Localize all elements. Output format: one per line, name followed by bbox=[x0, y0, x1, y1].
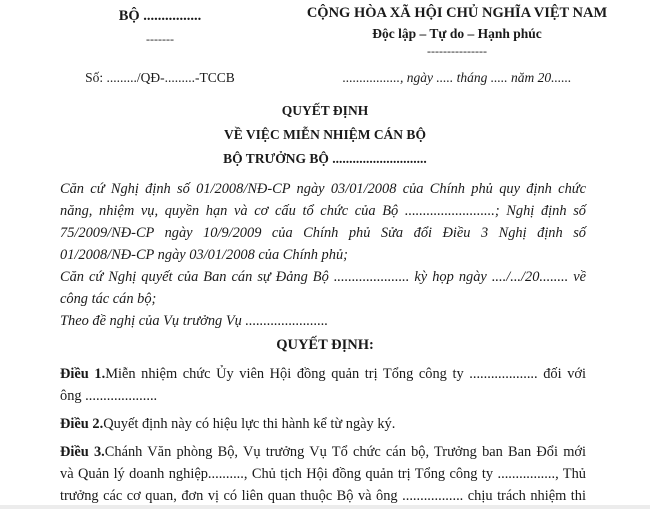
article-text: Chánh Văn phòng Bộ, Vụ trưởng Vụ Tổ chức cán bộ, Trưởng ban Ban Đổi mới bbox=[104, 444, 586, 460]
articles bbox=[60, 363, 586, 507]
ministry-name: BỘ ................ bbox=[118, 8, 202, 24]
article-text: Quyết định này có hiệu lực thi hành kể từ ngày ký. bbox=[103, 416, 396, 432]
preamble-line: Căn cứ Nghị quyết của Ban cán sự Đảng Bộ ..................... kỳ họp ngày ..../.../20........ về bbox=[60, 269, 586, 285]
article-text: Miễn nhiệm chức Ủy viên Hội đồng quản trị Tổng công ty ................... đối với bbox=[105, 366, 586, 382]
place-date: ................., ngày ..... tháng ..... năm 20...... bbox=[342, 70, 572, 85]
issuer-title: BỘ TRƯỞNG BỘ ............................ bbox=[223, 151, 427, 166]
article-3-continued: trưởng các cơ quan, đơn vị có liên quan thuộc Bộ và ông ................. chịu trách nhiệm thi bbox=[60, 488, 586, 504]
ministry-separator: ------- bbox=[146, 32, 174, 46]
preamble bbox=[60, 178, 586, 332]
nation-title: CỘNG HÒA XÃ HỘI CHỦ NGHĨA VIỆT NAM bbox=[306, 5, 608, 21]
preamble-line: 75/2009/NĐ-CP ngày 10/9/2009 của Chính phủ Sửa đổi Điều 3 Nghị định số bbox=[60, 225, 586, 241]
article-2 bbox=[60, 413, 586, 435]
article-label: Điều 3. bbox=[60, 444, 105, 460]
article-1-continued: ông .................... bbox=[60, 388, 158, 404]
article-3-continued: và Quản lý doanh nghiệp.........., Chủ tịch Hội đồng quản trị Tổng công ty ................, Thủ bbox=[60, 466, 586, 482]
preamble-line: năng, nhiệm vụ, quyền hạn và cơ cấu tổ chức của Bộ .........................; Nghị định số bbox=[60, 203, 586, 219]
national-motto: Độc lập – Tự do – Hạnh phúc bbox=[372, 26, 542, 41]
decision-heading: QUYẾT ĐỊNH: bbox=[276, 337, 374, 353]
preamble-line: Căn cứ Nghị định số 01/2008/NĐ-CP ngày 03/01/2008 của Chính phủ quy định chức bbox=[60, 181, 586, 197]
preamble-line: Theo đề nghị của Vụ trưởng Vụ ....................... bbox=[60, 313, 329, 329]
document-number: Số: ........./QĐ-.........-TCCB bbox=[85, 70, 235, 85]
page-bottom-edge bbox=[0, 505, 650, 509]
article-3 bbox=[60, 441, 586, 463]
preamble-line: 01/2008/NĐ-CP ngày 03/01/2008 của Chính phủ; bbox=[60, 247, 348, 263]
article-label: Điều 2. bbox=[60, 416, 104, 432]
document-title: QUYẾT ĐỊNH bbox=[281, 103, 369, 118]
preamble-line: công tác cán bộ; bbox=[60, 291, 157, 307]
motto-separator: --------------- bbox=[427, 44, 487, 58]
document-subject: VỀ VIỆC MIỄN NHIỆM CÁN BỘ bbox=[224, 127, 426, 142]
article-label: Điều 1. bbox=[60, 366, 106, 382]
article-1 bbox=[60, 363, 586, 385]
